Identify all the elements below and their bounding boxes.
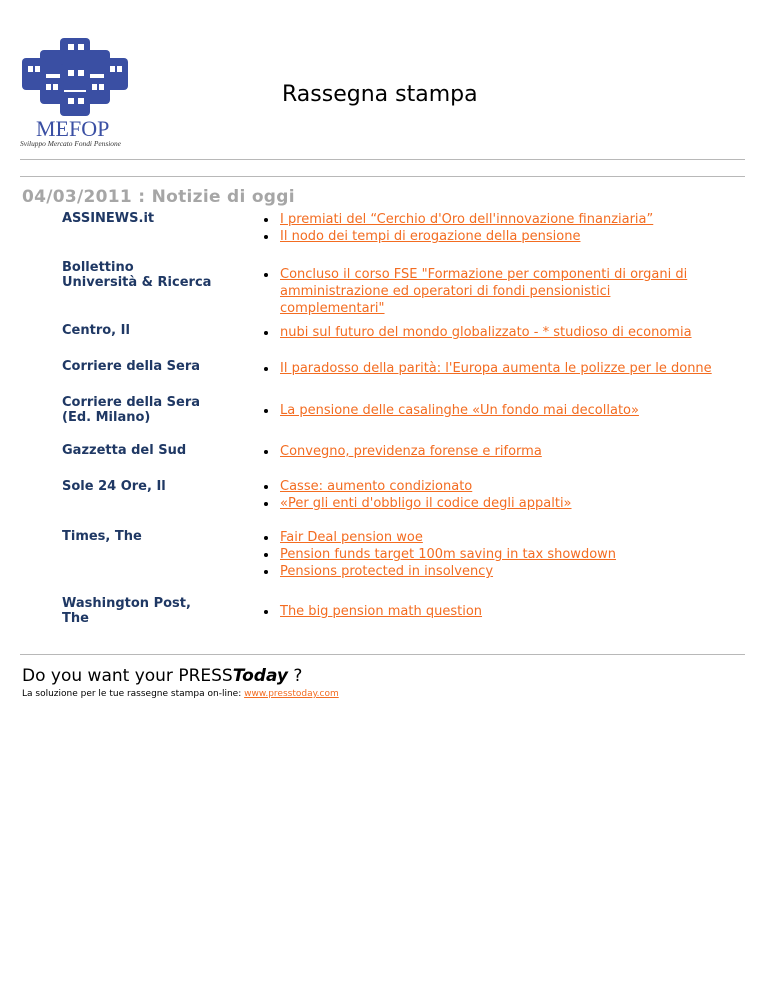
tagline [22,689,339,699]
article-list [263,529,616,580]
list-item [263,360,712,377]
source-name: ASSINEWS.it [62,211,155,226]
source-name: Corriere della Sera [62,359,201,374]
list-item [263,546,616,563]
list-item [263,563,616,580]
article-list [263,211,653,245]
footer-divider [20,654,745,655]
article-link[interactable]: Il paradosso della parità: l'Europa aumenta le polizze per le donne [280,361,712,376]
article-link[interactable]: «Per gli enti d'obbligo il codice degli appalti» [280,496,572,511]
source-name: Times, The [62,529,142,544]
article-link[interactable]: La pensione delle casalinghe «Un fondo mai decollato» [280,403,639,418]
promo-text [22,666,302,686]
article-link[interactable]: Il nodo dei tempi di erogazione della pensione [280,229,581,244]
header-divider [20,159,745,160]
source-name: Washington Post, The [62,596,191,626]
article-list [263,478,572,512]
section-divider [20,176,745,177]
source-name: Corriere della Sera (Ed. Milano) [62,395,201,425]
article-list [263,360,712,377]
list-item [263,266,708,317]
list-item [263,603,482,620]
list-item [263,495,572,512]
article-list [263,266,708,317]
article-link[interactable]: Pensions protected in insolvency [280,564,494,579]
promo-prefix: Do you want your PRESS [22,666,233,686]
article-link[interactable]: Fair Deal pension woe [280,530,423,545]
presstoday-link[interactable]: www.presstoday.com [244,689,339,699]
article-link[interactable]: Pension funds target 100m saving in tax showdown [280,547,617,562]
date-heading: 04/03/2011 : Notizie di oggi [22,187,295,207]
list-item [263,324,692,341]
article-list [263,443,542,460]
list-item [263,529,616,546]
article-link[interactable]: Concluso il corso FSE "Formazione per componenti di organi di amministrazione ed operatori di fondi pensionistici complementari" [280,267,688,316]
logo-subtitle: Sviluppo Mercato Fondi Pensione [20,139,121,148]
article-link[interactable]: The big pension math question [280,604,483,619]
mefop-logo [20,36,150,148]
article-list [263,603,482,620]
article-link[interactable]: Convegno, previdenza forense e riforma [280,444,542,459]
list-item [263,478,572,495]
article-link[interactable]: I premiati del “Cerchio d'Oro dell'innovazione finanziaria” [280,212,654,227]
page-title: Rassegna stampa [282,82,478,107]
promo-today: Today [232,666,289,686]
list-item [263,228,653,245]
article-list [263,324,692,341]
source-name: Centro, Il [62,323,130,338]
promo-suffix: ? [288,666,303,686]
tagline-text: La soluzione per le tue rassegne stampa on-line: [22,689,245,699]
article-link[interactable]: nubi sul futuro del mondo globalizzato - * studioso di economia [280,325,692,340]
list-item [263,211,653,228]
article-link[interactable]: Casse: aumento condizionato [280,479,473,494]
source-name: Gazzetta del Sud [62,443,187,458]
source-name: Sole 24 Ore, Il [62,479,166,494]
list-item [263,443,542,460]
source-name: Bollettino Università & Ricerca [62,260,212,290]
logo-wordmark: MEFOP [36,116,110,141]
article-list [263,402,639,419]
list-item [263,402,639,419]
